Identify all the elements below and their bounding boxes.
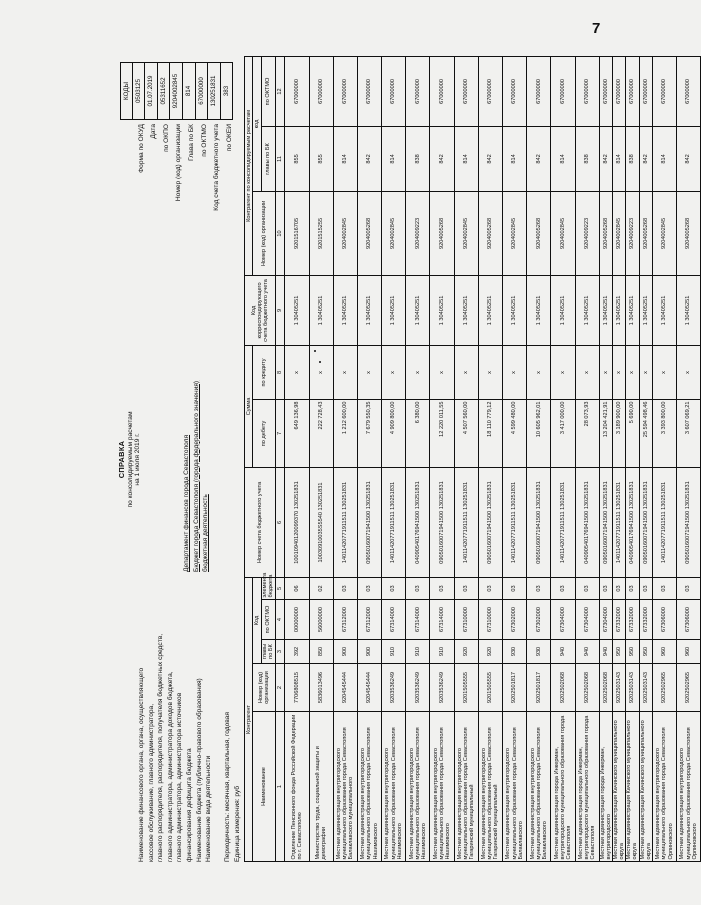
table-row [357, 56, 381, 861]
cell-korr: 1 30405251 [527, 275, 551, 345]
cell-oktmo: 67310000 [454, 600, 478, 640]
table-row [626, 56, 639, 861]
cell-bk2: 814 [382, 126, 406, 191]
hdr-kontragent: Контрагент [245, 577, 253, 861]
cell-credit: x [309, 345, 333, 399]
date-line: на 1 июля 2019 г. [134, 433, 142, 486]
cell-el: 03 [382, 577, 406, 599]
cell-korr: 1 30405251 [309, 275, 333, 345]
cell-acc: 04090540176941500 130251831 [406, 467, 430, 577]
cell-debit: 5 690,00 [626, 399, 639, 467]
code-row: Код счета бюджетного учета 130251831 [208, 62, 221, 212]
cell-org: 9202502965 [677, 664, 701, 712]
table-row [677, 56, 701, 861]
cell-oktmo: 67304000 [599, 600, 612, 640]
cell-oktmo2: 67000000 [454, 56, 478, 126]
cell-debit: 4 507 560,00 [454, 399, 478, 467]
hdr-kontragent-konsol: Контрагент по консолидируемым расчетам [245, 56, 253, 275]
cell-org2: 9204002845 [551, 191, 575, 275]
code-row: по ОКЕИ 383 [221, 62, 234, 212]
cell-bk2: 842 [357, 126, 381, 191]
cell-org: 7706808515 [285, 664, 309, 712]
cell-debit: 1 212 600,00 [333, 399, 357, 467]
hdr-glavy-bk: главы по БК [261, 640, 275, 664]
cell-debit: 7 679 550,35 [357, 399, 381, 467]
cell-acc: 04090540176941500 130251831 [575, 467, 599, 577]
cell-credit: x [478, 345, 502, 399]
cell-org: 9202502068 [575, 664, 599, 712]
codes-head-label: КОДЫ [120, 62, 133, 120]
cell-name: Местная администрация внутригородского муниципального образования города Севастополя Орлиновского [677, 712, 701, 862]
cell-credit: x [333, 345, 357, 399]
cell-el: 03 [613, 577, 626, 599]
rotated-document [117, 57, 698, 862]
cell-acc: 09050160071941500 130251831 [677, 467, 701, 577]
cell-oktmo: 67332000 [639, 600, 652, 640]
cell-name: Местная администрация внутригородского муниципального образования города Севастополя Нахимовского [406, 712, 430, 862]
cell-bk: 950 [639, 640, 652, 664]
table-row [285, 56, 309, 861]
cell-name: Местная администрация Качинского муниципального округа [613, 712, 626, 862]
cell-korr: 1 30405251 [599, 275, 612, 345]
cell-org: 9202502965 [652, 664, 676, 712]
cell-bk: 910 [430, 640, 454, 664]
cell-name: Местная администрация внутригородского муниципального образования города Севастополя Нахимовского [430, 712, 454, 862]
cell-bk: 960 [677, 640, 701, 664]
cell-credit: x [639, 345, 652, 399]
cell-el: 03 [626, 577, 639, 599]
table-row [503, 56, 527, 861]
cell-name: Отделение Пенсионного фонда Российской Федерации по г. Севастополю [285, 712, 309, 862]
cell-bk: 920 [454, 640, 478, 664]
cell-debit: 3 189 900,00 [613, 399, 626, 467]
cell-korr: 1 30405251 [357, 275, 381, 345]
cell-oktmo: 67314000 [406, 600, 430, 640]
cell-org2: 9204005268 [639, 191, 652, 275]
cell-org: 9203536249 [406, 664, 430, 712]
cell-oktmo2: 67000000 [333, 56, 357, 126]
cell-bk2: 842 [677, 126, 701, 191]
cell-el: 03 [357, 577, 381, 599]
cell-acc: 09050160071941500 130251831 [639, 467, 652, 577]
budget-name: Бюджет города Севастополя (города федерального значения) [192, 380, 200, 572]
cell-debit: 3 607 069,21 [677, 399, 701, 467]
cell-acc: 14011420771911511 130251831 [613, 467, 626, 577]
hdr-elementa: элемента бюджета [262, 572, 275, 598]
page-number: 7 [592, 20, 601, 37]
table-row [613, 56, 626, 861]
cell-org: 5836013496 [309, 664, 333, 712]
cell-debit: 13 204 421,91 [599, 399, 612, 467]
cell-debit: 222 728,43 [309, 399, 333, 467]
cell-name: Местная администрация города Инкерман, внутригородского муниципального образования города Севастополя [575, 712, 599, 862]
cell-org: 9201505555 [454, 664, 478, 712]
cell-name: Местная администрация внутригородского муниципального образования города Севастополя Балаклавского [527, 712, 551, 862]
table-row [639, 56, 652, 861]
cell-credit: x [285, 345, 309, 399]
cell-bk: 940 [551, 640, 575, 664]
cell-acc: 10030910035S5540 130251831 [309, 467, 333, 577]
table-row [406, 56, 430, 861]
cell-credit: x [677, 345, 701, 399]
cell-name: Местная администрация города Инкерман, внутригородского [599, 712, 612, 862]
cell-oktmo2: 67000000 [382, 56, 406, 126]
table-row [430, 56, 454, 861]
meta-values [183, 372, 212, 572]
cell-org2: 9204005268 [677, 191, 701, 275]
cell-korr: 1 30405251 [639, 275, 652, 345]
table-row [454, 56, 478, 861]
hdr-nomer-org: Номер (код) организации [253, 664, 276, 712]
cell-korr: 1 30405251 [382, 275, 406, 345]
table-row [309, 56, 333, 861]
cell-oktmo: 67304000 [551, 600, 575, 640]
cell-oktmo2: 67000000 [309, 56, 333, 126]
cell-bk: 910 [382, 640, 406, 664]
hdr-schet: Номер счета бюджетного учета [245, 467, 276, 577]
cell-credit: x [357, 345, 381, 399]
cell-bk2: 814 [503, 126, 527, 191]
cell-korr: 1 30405251 [677, 275, 701, 345]
cell-korr: 1 30405251 [454, 275, 478, 345]
cell-org2: 9204002845 [503, 191, 527, 275]
cell-credit: x [406, 345, 430, 399]
cell-bk2: 842 [478, 126, 502, 191]
title: СПРАВКА [117, 440, 126, 479]
cell-bk: 392 [285, 640, 309, 664]
cell-credit: x [613, 345, 626, 399]
cell-oktmo2: 67000000 [285, 56, 309, 126]
table-row [652, 56, 676, 861]
cell-acc: 09050160071941500 130251831 [527, 467, 551, 577]
cell-credit: x [652, 345, 676, 399]
code-row: по ОКПО 05311652 [158, 62, 171, 212]
cell-bk2: 842 [599, 126, 612, 191]
cell-org2: 9201516705 [285, 191, 309, 275]
cell-el: 03 [677, 577, 701, 599]
cell-el: 03 [478, 577, 502, 599]
cell-name: Местная администрация Качинского муниципального округа [639, 712, 652, 862]
cell-org2: 9204002845 [382, 191, 406, 275]
cell-debit: 6 380,00 [406, 399, 430, 467]
code-row: Номер (код) организации 9204002845 [170, 62, 183, 212]
cell-oktmo2: 67000000 [503, 56, 527, 126]
hdr-kod2: код [253, 56, 261, 191]
code-row: Глава по БК 814 [183, 62, 196, 212]
cell-org: 9202501817 [503, 664, 527, 712]
cell-korr: 1 30405251 [652, 275, 676, 345]
cell-acc: 14011420771911511 130251831 [382, 467, 406, 577]
cell-bk2: 838 [406, 126, 430, 191]
cell-el: 03 [406, 577, 430, 599]
cell-oktmo2: 67000000 [430, 56, 454, 126]
cell-bk: 900 [357, 640, 381, 664]
cell-bk2: 855 [285, 126, 309, 191]
code-row: по ОКТМО 67000000 [196, 62, 209, 212]
cell-oktmo2: 67000000 [575, 56, 599, 126]
cell-bk: 850 [309, 640, 333, 664]
cell-korr: 1 30405251 [626, 275, 639, 345]
cell-bk2: 814 [333, 126, 357, 191]
cell-el: 03 [527, 577, 551, 599]
cell-name: Местная администрация внутригородского муниципального образования города Севастополя Нахимовского [382, 712, 406, 862]
cell-org: 9204545444 [333, 664, 357, 712]
hdr-glavy-bk2: главы по БК [261, 126, 275, 191]
cell-el: 03 [575, 577, 599, 599]
cell-bk: 940 [599, 640, 612, 664]
cell-el: 06 [285, 577, 309, 599]
cell-debit: 4 599 480,00 [503, 399, 527, 467]
cell-org2: 9204005268 [527, 191, 551, 275]
cell-oktmo2: 67000000 [652, 56, 676, 126]
cell-bk: 940 [575, 640, 599, 664]
cell-name: Местная администрация внутригородского муниципального образования города Севастополя Гагаринский муниципальный [454, 712, 478, 862]
cell-bk: 930 [503, 640, 527, 664]
cell-bk: 950 [613, 640, 626, 664]
cell-bk2: 814 [454, 126, 478, 191]
hdr-korr: Код корреспондирующего счета бюджетного учета [245, 275, 276, 345]
cell-bk2: 814 [551, 126, 575, 191]
cell-el: 03 [639, 577, 652, 599]
cell-bk2: 838 [626, 126, 639, 191]
cell-oktmo: 56000000 [309, 600, 333, 640]
cell-oktmo: 67304000 [575, 600, 599, 640]
cell-org2: 9204009223 [575, 191, 599, 275]
cell-acc: 09050160071941500 130251831 [430, 467, 454, 577]
cell-korr: 1 30405251 [478, 275, 502, 345]
cell-bk2: 814 [613, 126, 626, 191]
cell-debit: 25 594 498,46 [639, 399, 652, 467]
cell-bk: 960 [652, 640, 676, 664]
finance-organ: Департамент финансов города Севастополя [183, 434, 190, 572]
cell-acc: 14011420771911511 130251831 [551, 467, 575, 577]
cell-acc: 09050160071941500 130251831 [599, 467, 612, 577]
meta-labels: Наименование финансового органа, органа, осуществляющего кассовое обслуживание, главного администратора, главного распорядителя, распорядителя, получателя бюджетных средств, главного администратора, администратора доходов бюджета, главного администратора, администратора источников финансирования дефицита бюджета Наименование бюджета (публично-правового образования) Наименование вида деятельности Периодичность: месячная, квартальная, годовая Единица измерения: руб [138, 633, 241, 862]
cell-bk: 930 [527, 640, 551, 664]
cell-oktmo: 67332000 [626, 600, 639, 640]
cell-oktmo: 67310000 [478, 600, 502, 640]
cell-oktmo2: 67000000 [626, 56, 639, 126]
hdr-naimenovanie: Наименование [253, 712, 276, 862]
cell-org: 9203536249 [430, 664, 454, 712]
hdr-oktmo2: по ОКТМО [261, 56, 275, 126]
cell-debit: 649 136,98 [285, 399, 309, 467]
cell-debit: 3 417 000,00 [551, 399, 575, 467]
cell-el: 03 [599, 577, 612, 599]
table-row [333, 56, 357, 861]
table-row [527, 56, 551, 861]
cell-credit: x [454, 345, 478, 399]
hdr-summa: Сумма [245, 345, 253, 467]
cell-bk: 920 [478, 640, 502, 664]
hdr-nomer-org2: Номер (код) организации [253, 191, 276, 275]
cell-org2: 9204005268 [478, 191, 502, 275]
cell-name: Местная администрация Качинского муниципального округа [626, 712, 639, 862]
codes-head [120, 62, 133, 212]
hdr-debet: по дебету [253, 399, 276, 467]
cell-oktmo: 67312000 [333, 600, 357, 640]
cell-org2: 9204005268 [357, 191, 381, 275]
hdr-kredit: по кредиту [253, 345, 276, 399]
cell-bk: 900 [333, 640, 357, 664]
codes-block [120, 62, 233, 212]
cell-korr: 1 30405251 [430, 275, 454, 345]
cell-oktmo2: 67000000 [639, 56, 652, 126]
subtitle: по консолидируемым расчетам [126, 411, 134, 508]
table-row [478, 56, 502, 861]
cell-org2: 9204009223 [406, 191, 430, 275]
cell-org2: 9204009223 [626, 191, 639, 275]
cell-bk2: 842 [430, 126, 454, 191]
cell-el: 03 [333, 577, 357, 599]
cell-org2: 9204005268 [599, 191, 612, 275]
cell-el: 03 [503, 577, 527, 599]
cell-org2: 9201515255 [309, 191, 333, 275]
cell-korr: 1 30405251 [406, 275, 430, 345]
cell-oktmo2: 67000000 [599, 56, 612, 126]
cell-oktmo: 67312000 [357, 600, 381, 640]
cell-korr: 1 30405251 [503, 275, 527, 345]
cell-bk2: 855 [309, 126, 333, 191]
cell-oktmo: 67314000 [430, 600, 454, 640]
column-numbers-row: 1 2 3 4 5 6 7 8 9 10 11 12 [276, 56, 285, 861]
cell-name: Местная администрация города Инкерман, внутригородского муниципального образования города Севастополя [551, 712, 575, 862]
consolidated-table [244, 56, 701, 862]
cell-name: Министерство труда, социальной защиты и демографии [309, 712, 333, 862]
cell-name: Местная администрация внутригородского муниципального образования города Севастополя Нахимовского [357, 712, 381, 862]
cell-org: 9204545444 [357, 664, 381, 712]
cell-bk2: 814 [652, 126, 676, 191]
cell-bk: 910 [406, 640, 430, 664]
table-row [599, 56, 612, 861]
hdr-kod: Код [253, 577, 261, 663]
cell-org: 9202502068 [599, 664, 612, 712]
table-row [551, 56, 575, 861]
cell-acc: 04090540176941500 130251831 [626, 467, 639, 577]
cell-name: Местная администрация внутригородского муниципального образования города Севастополя Орлиновского [652, 712, 676, 862]
hdr-oktmo: по ОКТМО [261, 600, 275, 640]
cell-debit: 3 393 800,00 [652, 399, 676, 467]
cell-org2: 9204005268 [430, 191, 454, 275]
cell-credit: x [430, 345, 454, 399]
cell-debit: 10 605 962,01 [527, 399, 551, 467]
cell-oktmo2: 67000000 [357, 56, 381, 126]
cell-korr: 1 30405251 [333, 275, 357, 345]
cell-credit: x [503, 345, 527, 399]
cell-org: 9203536249 [382, 664, 406, 712]
cell-oktmo2: 67000000 [406, 56, 430, 126]
cell-oktmo2: 67000000 [527, 56, 551, 126]
cell-oktmo: 00000000 [285, 600, 309, 640]
cell-oktmo2: 67000000 [551, 56, 575, 126]
cell-korr: 1 30405251 [575, 275, 599, 345]
cell-bk: 950 [626, 640, 639, 664]
cell-org: 9202501817 [527, 664, 551, 712]
activity-type: бюджетная деятельность [202, 494, 210, 572]
cell-org: 9201505555 [478, 664, 502, 712]
cell-korr: 1 30405251 [285, 275, 309, 345]
table-row [575, 56, 599, 861]
cell-oktmo: 67302000 [527, 600, 551, 640]
cell-credit: x [626, 345, 639, 399]
cell-bk2: 842 [527, 126, 551, 191]
cell-credit: x [551, 345, 575, 399]
cell-debit: 4 909 800,00 [382, 399, 406, 467]
code-row: Форма по ОКУД 0503125 [133, 62, 146, 212]
cell-debit: 18 110 779,12 [478, 399, 502, 467]
cell-acc: 14011420771911511 130251831 [503, 467, 527, 577]
cell-acc: 10010940120099370 130251831 [285, 467, 309, 577]
cell-org: 9202503143 [613, 664, 626, 712]
cell-korr: 1 30405251 [613, 275, 626, 345]
cell-acc: 09050160071941500 130251831 [478, 467, 502, 577]
cell-el: 03 [551, 577, 575, 599]
cell-bk2: 838 [575, 126, 599, 191]
cell-bk2: 842 [639, 126, 652, 191]
cell-oktmo2: 67000000 [478, 56, 502, 126]
cell-oktmo2: 67000000 [613, 56, 626, 126]
cell-oktmo: 67332000 [613, 600, 626, 640]
cell-debit: 12 220 011,55 [430, 399, 454, 467]
cell-el: 03 [652, 577, 676, 599]
cell-org2: 9204002845 [333, 191, 357, 275]
cell-oktmo: 67306000 [652, 600, 676, 640]
table-body [285, 56, 701, 861]
cell-oktmo2: 67000000 [677, 56, 701, 126]
cell-acc: 14011420771911511 130251831 [652, 467, 676, 577]
cell-acc: 14011420771911511 130251831 [454, 467, 478, 577]
cell-oktmo: 67314000 [382, 600, 406, 640]
cell-name: Местная администрация внутригородского муниципального образования города Севастополя Гагаринский муниципальный [478, 712, 502, 862]
cell-credit: x [575, 345, 599, 399]
cell-el: 03 [454, 577, 478, 599]
cell-acc: 09050160071941500 130251831 [357, 467, 381, 577]
cell-oktmo: 67302000 [503, 600, 527, 640]
cell-credit: x [382, 345, 406, 399]
cell-name: Местная администрация внутригородского муниципального образования города Севастополя Балаклавского [503, 712, 527, 862]
cell-org: 9202503143 [639, 664, 652, 712]
cell-org2: 9204002845 [652, 191, 676, 275]
cell-debit: 28 073,93 [575, 399, 599, 467]
code-row: Дата 01.07.2019 [145, 62, 158, 212]
cell-el: 03 [430, 577, 454, 599]
cell-acc: 14011420771911511 130251831 [333, 467, 357, 577]
cell-org: 9202503143 [626, 664, 639, 712]
cell-org2: 9204002845 [454, 191, 478, 275]
cell-credit: x [527, 345, 551, 399]
table-row [382, 56, 406, 861]
cell-org2: 9204002845 [613, 191, 626, 275]
cell-org: 9202502068 [551, 664, 575, 712]
cell-name: Местная администрация внутригородского муниципального образования города Севастополя Балаклавского муниципального [333, 712, 357, 862]
cell-korr: 1 30405251 [551, 275, 575, 345]
cell-el: 02 [309, 577, 333, 599]
cell-oktmo: 67306000 [677, 600, 701, 640]
cell-credit: x [599, 345, 612, 399]
